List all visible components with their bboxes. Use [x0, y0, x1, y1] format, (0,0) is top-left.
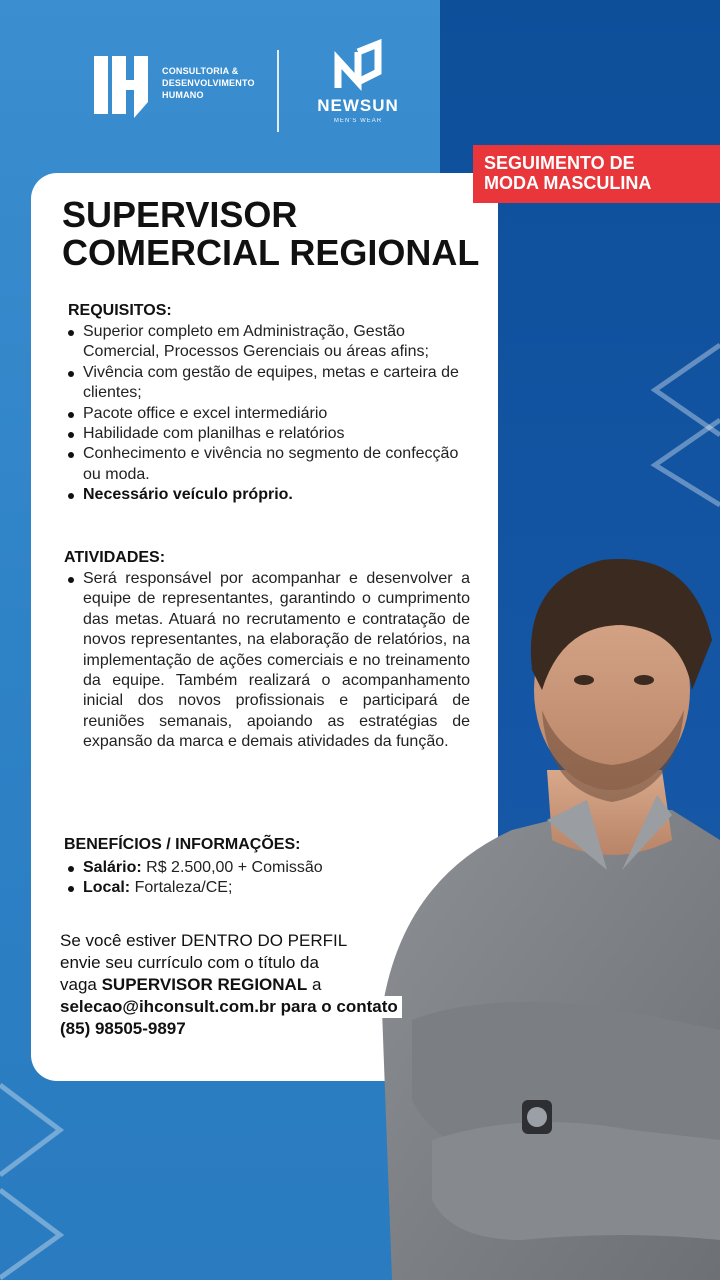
list-item: Necessário veículo próprio. [66, 485, 476, 505]
badge-line: MODA MASCULINA [484, 173, 652, 193]
cta-position-name: SUPERVISOR REGIONAL [101, 975, 308, 994]
requisitos-list [66, 322, 476, 506]
contact-email-link[interactable]: selecao@ihconsult.com.br para o contato [60, 996, 402, 1018]
atividades-heading: ATIVIDADES: [64, 549, 166, 566]
beneficios-heading: BENEFÍCIOS / INFORMAÇÕES: [64, 836, 301, 853]
newsun-brand-name: NEWSUN [317, 96, 399, 115]
asterisk-decoration-left-icon [0, 1080, 80, 1280]
cta-line [60, 974, 325, 996]
asterisk-decoration-right-icon [640, 340, 720, 510]
cta-text: a [307, 975, 322, 994]
list-item: Conhecimento e vivência no segmento de confecção ou moda. [66, 444, 476, 485]
newsun-brand-subtitle: MEN'S WEAR [333, 118, 383, 124]
ih-logo-icon [92, 52, 152, 120]
job-title [62, 196, 502, 272]
salario-value: R$ 2.500,00 + Comissão [146, 859, 323, 876]
badge-line: SEGUIMENTO DE [484, 153, 635, 173]
salario-label: Salário: [83, 859, 142, 876]
list-item: Pacote office e excel intermediário [66, 404, 476, 424]
logo-divider [277, 50, 279, 132]
local-value: Fortaleza/CE; [134, 879, 233, 897]
cta-line: Se você estiver DENTRO DO PERFIL [60, 930, 351, 952]
list-item: Vivência com gestão de equipes, metas e carteira de clientes; [66, 363, 476, 404]
job-title-line: SUPERVISOR [62, 194, 298, 235]
local-label: Local: [83, 879, 131, 897]
requisitos-heading: REQUISITOS: [68, 302, 172, 319]
cta-text: vaga [60, 975, 102, 994]
job-title-line: COMERCIAL REGIONAL [62, 232, 480, 273]
list-item [66, 858, 396, 878]
list-item: Será responsável por acompanhar e desenvolver a equipe de representantes, garantindo o cumprimento das metas. Atuará no recrutamento e contratação de novos representantes, na elaboração de relatórios, na implementação de ações comerciais e no treinamento da equipe. Também realizará o acompanhamento inicial dos novos profissionais e participará de reuniões semanais, apoiando as estratégias de expansão da marca e demais atividades da função. [66, 569, 470, 753]
ih-logo-line: HUMANO [162, 90, 204, 100]
newsun-logo-icon [330, 38, 386, 94]
cta-line: envie seu currículo com o título da [60, 952, 323, 974]
ih-logo-line: CONSULTORIA & [162, 66, 239, 76]
application-instructions [60, 930, 500, 1040]
segment-badge [473, 145, 720, 203]
contact-phone-link[interactable]: (85) 98505-9897 [60, 1018, 190, 1040]
list-item: Habilidade com planilhas e relatórios [66, 424, 476, 444]
beneficios-list [66, 858, 396, 899]
ih-logo-text [162, 65, 272, 101]
list-item: Superior completo em Administração, Gestão Comercial, Processos Gerenciais ou áreas afins; [66, 322, 476, 363]
list-item [66, 878, 396, 898]
ih-logo-line: DESENVOLVIMENTO [162, 78, 255, 88]
atividades-list [66, 569, 470, 753]
